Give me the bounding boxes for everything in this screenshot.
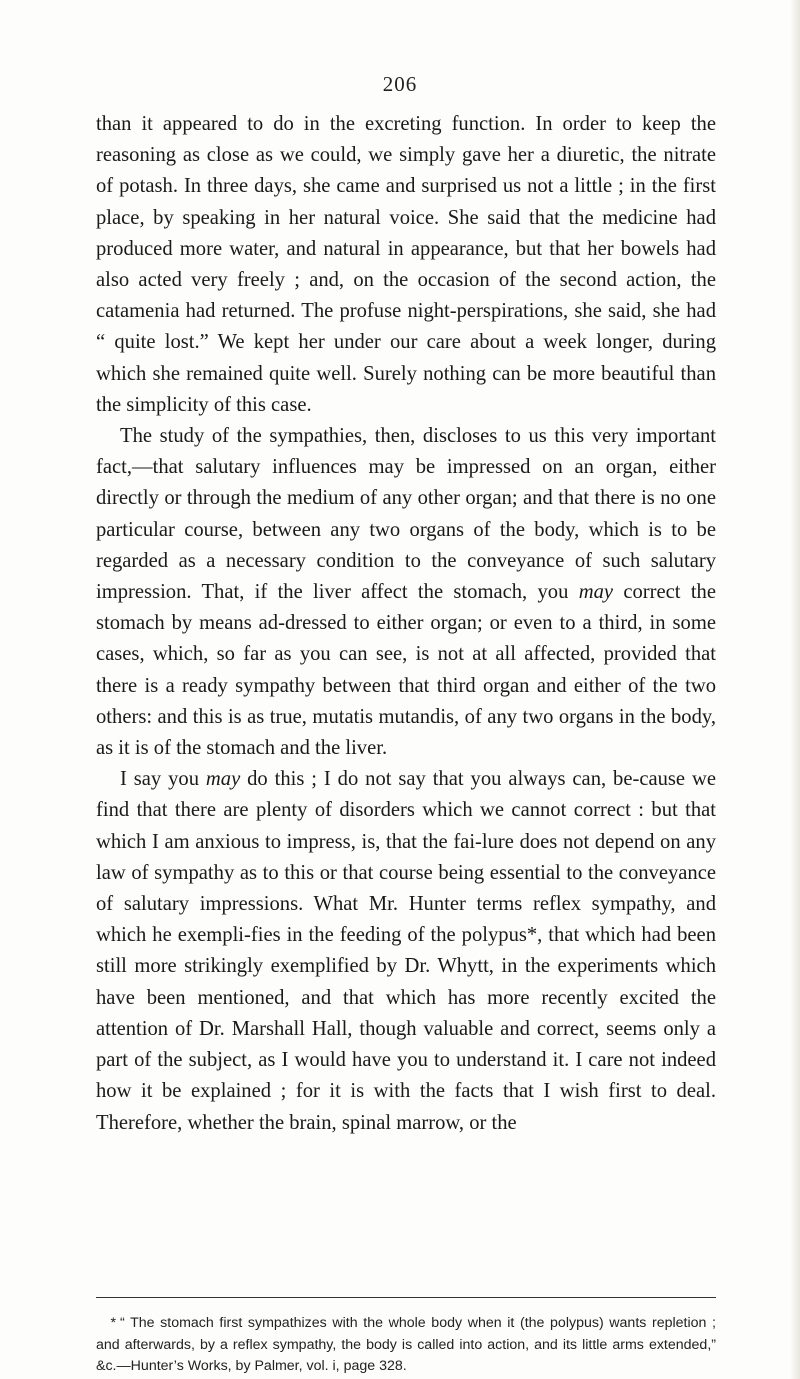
paragraph-3 <box>96 764 716 1138</box>
body-text <box>96 109 716 1139</box>
paragraph-1-text: than it appeared to do in the excreting function. In order to keep the reasoning as close as we could, we simply gave her a diuretic, the nitrate of potash. In three days, she came and surprised us not a little ; in the first place, by speaking in her natural voice. She said that the medicine had produced more water, and natural in appearance, but that her bowels had also acted very freely ; and, on the occasion of the second action, the catamenia had returned. The profuse night-perspirations, she said, she had “ quite lost.” We kept her under our care about a week longer, during which she remained quite well. Surely nothing can be more beautiful than the simplicity of this case. <box>96 113 716 416</box>
footnote-text: “ The stomach first sympathizes with the whole body when it (the polypus) wants repletion ; and afterwards, by a reflex sympathy, the body is called into action, and its little arms extended,” &c.—Hunter’s Works, by Palmer, vol. i, page 328. <box>96 1315 716 1375</box>
footnote-marker: * <box>110 1315 116 1331</box>
paragraph-1 <box>96 109 716 421</box>
page-edge-shadow <box>790 0 800 1379</box>
page-number: 206 <box>382 72 418 96</box>
footnote-divider <box>96 1297 716 1298</box>
paragraph-2 <box>96 421 716 764</box>
paragraph-2-text-b: correct the stomach by means ad-dressed to either organ; or even to a third, in some cases, which, so far as you can see, is not at all affected, provided that there is a ready sympathy between that third organ and either of the two others: and this is as true, mutatis mutandis, of any two organs in the body, as it is of the stomach and the liver. <box>96 581 716 760</box>
paragraph-3-text-b: do this ; I do not say that you always can, be-cause we find that there are plenty of disorders which we cannot correct : but that which I am anxious to impress, is, that the fai-lure does not depend on any law of sympathy as to this or that course being essential to the conveyance of salutary impressions. What Mr. Hunter terms reflex sympathy, and which he exempli-fies in the feeding of the polypus*, that which had been still more strikingly exemplified by Dr. Whytt, in the experiments which have been mentioned, and that which has more recently excited the attention of Dr. Marshall Hall, though valuable and correct, seems only a part of the subject, as I would have you to understand it. I care not indeed how it be explained ; for it is with the facts that I wish first to deal. Therefore, whether the brain, spinal marrow, or the <box>96 768 716 1134</box>
paragraph-3-emphasis: may <box>205 768 241 791</box>
paragraph-3-text-a: I say you <box>120 768 206 791</box>
paragraph-2-emphasis: may <box>578 581 614 604</box>
footnote <box>96 1313 716 1378</box>
paragraph-2-text-a: The study of the sympathies, then, discloses to us this very important fact,—that salutary influences may be impressed on an organ, either directly or through the medium of any other organ; and that there is no one particular course, between any two organs of the body, which is to be regarded as a necessary condition to the conveyance of such salutary impression. That, if the liver affect the stomach, you <box>96 425 716 604</box>
